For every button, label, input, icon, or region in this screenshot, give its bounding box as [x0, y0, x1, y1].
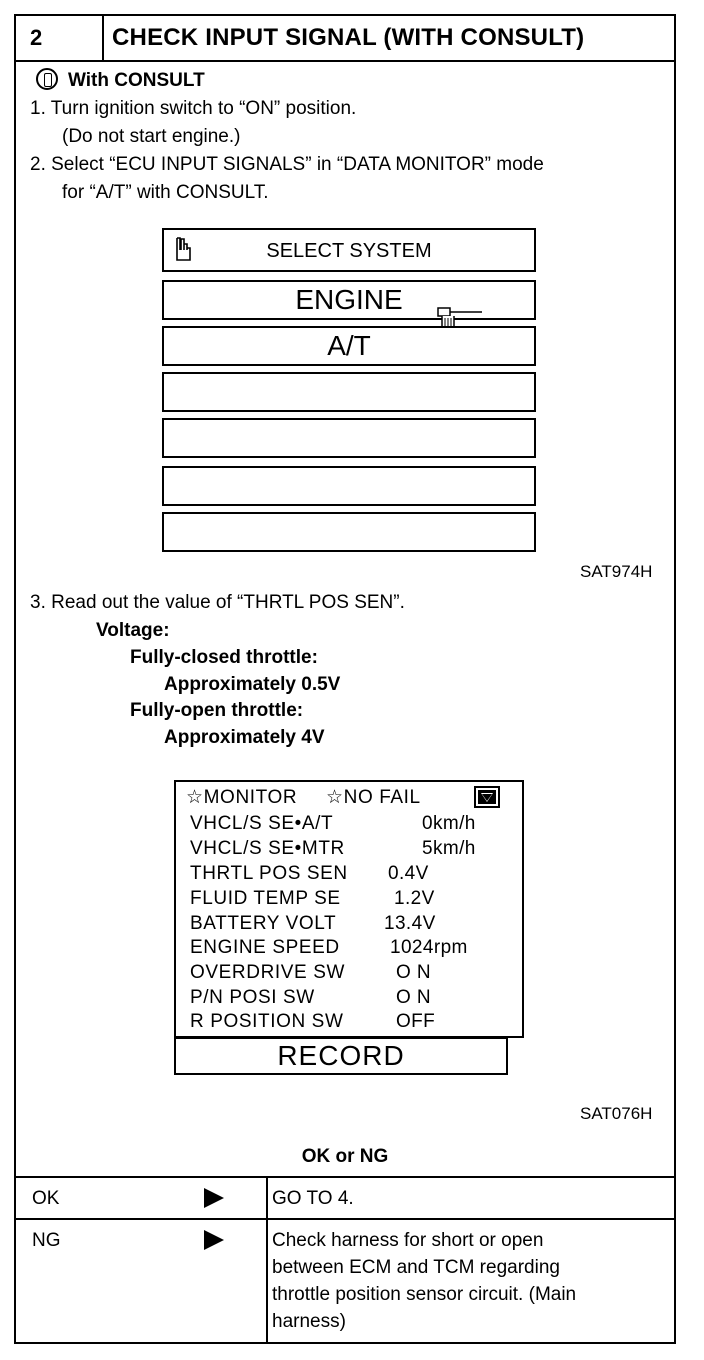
- ok-ng-heading: OK or NG: [301, 1146, 389, 1167]
- table-divider: [16, 1176, 674, 1178]
- instruction-step-3: 3. Read out the value of “THRTL POS SEN”.: [30, 592, 405, 613]
- system-item-empty-1[interactable]: [162, 372, 536, 412]
- monitor-row-label: ENGINE SPEED: [190, 937, 340, 958]
- monitor-header-left: ☆MONITOR: [186, 787, 298, 808]
- monitor-row-label: OVERDRIVE SW: [190, 962, 345, 983]
- ng-action-line: throttle position sensor circuit. (Main: [272, 1284, 577, 1305]
- procedure-frame: [14, 14, 676, 1344]
- monitor-row-label: THRTL POS SEN: [190, 863, 348, 884]
- voltage-label: Voltage:: [96, 620, 170, 641]
- monitor-row-value: 13.4V: [384, 913, 436, 934]
- monitor-row-value: 0.4V: [388, 863, 429, 884]
- system-item-empty-4[interactable]: [162, 512, 536, 552]
- monitor-row-label: VHCL/S SE•MTR: [190, 838, 345, 859]
- monitor-header-right: ☆NO FAIL: [326, 787, 421, 808]
- ng-label: NG: [32, 1230, 61, 1251]
- data-monitor-screen: [174, 780, 524, 1038]
- fully-open-label: Fully-open throttle:: [130, 700, 304, 721]
- monitor-row-label: VHCL/S SE•A/T: [190, 813, 334, 834]
- monitor-row-label: R POSITION SW: [190, 1011, 344, 1032]
- scroll-down-icon: [476, 788, 498, 806]
- ok-action: GO TO 4.: [272, 1188, 354, 1209]
- ok-label: OK: [32, 1188, 60, 1209]
- monitor-row-value: 1024rpm: [390, 937, 468, 958]
- ng-action-line: harness): [272, 1311, 346, 1332]
- monitor-row-label: FLUID TEMP SE: [190, 888, 341, 909]
- system-item-engine-label: ENGINE: [295, 284, 403, 315]
- monitor-row-value: 0km/h: [422, 813, 476, 834]
- table-divider: [16, 1218, 674, 1220]
- step-title: CHECK INPUT SIGNAL (WITH CONSULT): [112, 24, 585, 51]
- monitor-row-value: OFF: [396, 1011, 436, 1032]
- figure-code-1: SAT974H: [580, 562, 653, 581]
- step-header: [16, 16, 674, 62]
- ng-arrow-icon: [204, 1230, 224, 1250]
- system-item-at[interactable]: [162, 326, 536, 366]
- ng-action-line: Check harness for short or open: [272, 1230, 544, 1251]
- scroll-down-button[interactable]: [474, 786, 500, 808]
- fully-open-value: Approximately 4V: [164, 727, 325, 748]
- system-item-empty-3[interactable]: [162, 466, 536, 506]
- system-item-at-label: A/T: [327, 330, 371, 361]
- consult-icon: [36, 68, 58, 90]
- table-divider: [266, 1176, 268, 1342]
- fully-closed-label: Fully-closed throttle:: [130, 647, 318, 668]
- monitor-row-value: O N: [396, 987, 431, 1008]
- step-number: 2: [16, 16, 104, 60]
- fully-closed-value: Approximately 0.5V: [164, 674, 341, 695]
- instruction-step-2-cont: for “A/T” with CONSULT.: [62, 182, 269, 203]
- monitor-row-value: 1.2V: [394, 888, 435, 909]
- instruction-step-2: 2. Select “ECU INPUT SIGNALS” in “DATA MONITOR” mode: [30, 154, 544, 175]
- monitor-row-value: 5km/h: [422, 838, 476, 859]
- system-item-empty-2[interactable]: [162, 418, 536, 458]
- record-button[interactable]: RECORD: [174, 1037, 508, 1075]
- ok-arrow-icon: [204, 1188, 224, 1208]
- select-system-header: [162, 228, 536, 272]
- figure-code-2: SAT076H: [580, 1104, 653, 1123]
- with-consult-label: With CONSULT: [68, 70, 205, 91]
- select-system-title: SELECT SYSTEM: [266, 240, 432, 262]
- monitor-row-label: BATTERY VOLT: [190, 913, 337, 934]
- monitor-row-label: P/N POSI SW: [190, 987, 315, 1008]
- instruction-step-1: 1. Turn ignition switch to “ON” position.: [30, 98, 357, 119]
- monitor-row-value: O N: [396, 962, 431, 983]
- ng-action-line: between ECM and TCM regarding: [272, 1257, 560, 1278]
- instruction-step-1-note: (Do not start engine.): [62, 126, 241, 147]
